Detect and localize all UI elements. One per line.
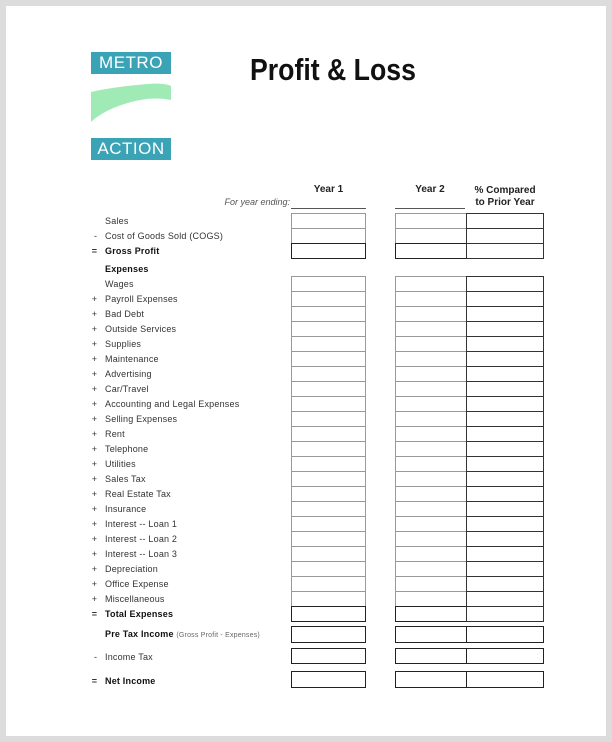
row-pct-cell[interactable] bbox=[466, 501, 544, 517]
row-label: Rent bbox=[105, 429, 125, 439]
row-label: Telephone bbox=[105, 444, 149, 454]
row-label: Selling Expenses bbox=[105, 414, 178, 424]
row-year2-cell[interactable] bbox=[395, 291, 467, 307]
row-label: Cost of Goods Sold (COGS) bbox=[105, 231, 224, 241]
column-header-pct-line1: % Compared bbox=[474, 185, 536, 196]
row-label: Sales Tax bbox=[105, 474, 146, 484]
row-sign: + bbox=[91, 549, 97, 559]
row-year1-cell[interactable] bbox=[291, 606, 366, 622]
row-year2-cell[interactable] bbox=[395, 531, 467, 547]
pre-tax-income-label bbox=[105, 629, 260, 639]
row-year2-cell[interactable] bbox=[395, 426, 467, 442]
row-pct-cell[interactable] bbox=[466, 396, 544, 412]
column-header-pct-line2: to Prior Year bbox=[475, 197, 535, 208]
row-year2-cell[interactable] bbox=[395, 576, 467, 592]
row-pct-cell[interactable] bbox=[466, 426, 544, 442]
row-label: Wages bbox=[105, 279, 134, 289]
row-year1-cell[interactable] bbox=[291, 306, 366, 322]
row-pct-cell[interactable] bbox=[466, 381, 544, 397]
row-label: Real Estate Tax bbox=[105, 489, 171, 499]
row-sign: + bbox=[91, 294, 97, 304]
row-year2-cell[interactable] bbox=[395, 396, 467, 412]
row-pct-cell[interactable] bbox=[466, 411, 544, 427]
row-year2-cell[interactable] bbox=[395, 561, 467, 577]
row-pct-cell[interactable] bbox=[466, 606, 544, 622]
expenses-heading: Expenses bbox=[105, 264, 149, 274]
row-sign: + bbox=[91, 339, 97, 349]
row-sign: + bbox=[91, 429, 97, 439]
row-year2-cell[interactable] bbox=[395, 213, 467, 229]
row-label: Bad Debt bbox=[105, 309, 145, 319]
row-sign: = bbox=[91, 609, 97, 619]
row-label: Accounting and Legal Expenses bbox=[105, 399, 240, 409]
net-income-year1-cell[interactable] bbox=[291, 671, 366, 688]
row-sign: + bbox=[91, 579, 97, 589]
row-sign: + bbox=[91, 444, 97, 454]
row-label: Maintenance bbox=[105, 354, 159, 364]
row-pct-cell[interactable] bbox=[466, 366, 544, 382]
row-label: Outside Services bbox=[105, 324, 177, 334]
row-sign: + bbox=[91, 474, 97, 484]
row-year1-cell[interactable] bbox=[291, 486, 366, 502]
row-pct-cell[interactable] bbox=[466, 486, 544, 502]
row-year2-cell[interactable] bbox=[395, 321, 467, 337]
row-year2-cell[interactable] bbox=[395, 336, 467, 352]
row-sign: + bbox=[91, 369, 97, 379]
row-year1-cell[interactable] bbox=[291, 213, 366, 229]
pre-tax-income-note: (Gross Profit - Expenses) bbox=[176, 632, 260, 639]
row-label: Total Expenses bbox=[105, 609, 174, 619]
row-year2-cell[interactable] bbox=[395, 471, 467, 487]
row-pct-cell[interactable] bbox=[466, 336, 544, 352]
row-year2-cell[interactable] bbox=[395, 228, 467, 244]
logo-action: ACTION bbox=[91, 138, 171, 160]
net-income-pct-cell[interactable] bbox=[466, 671, 544, 688]
row-year2-cell[interactable] bbox=[395, 501, 467, 517]
year2-date-line[interactable] bbox=[395, 208, 465, 209]
row-year1-cell[interactable] bbox=[291, 561, 366, 577]
row-pct-cell[interactable] bbox=[466, 441, 544, 457]
row-year1-cell[interactable] bbox=[291, 291, 366, 307]
row-year1-cell[interactable] bbox=[291, 276, 366, 292]
income-tax-year2-cell[interactable] bbox=[395, 648, 467, 664]
row-year2-cell[interactable] bbox=[395, 366, 467, 382]
row-pct-cell[interactable] bbox=[466, 306, 544, 322]
row-sign: = bbox=[91, 246, 97, 256]
row-year1-cell[interactable] bbox=[291, 321, 366, 337]
row-sign: + bbox=[91, 534, 97, 544]
row-year2-cell[interactable] bbox=[395, 591, 467, 607]
pre-tax-income-text: Pre Tax Income bbox=[105, 629, 174, 639]
row-label: Interest -- Loan 2 bbox=[105, 534, 178, 544]
row-label: Interest -- Loan 1 bbox=[105, 519, 178, 529]
row-year1-cell[interactable] bbox=[291, 381, 366, 397]
row-year2-cell[interactable] bbox=[395, 546, 467, 562]
row-year1-cell[interactable] bbox=[291, 471, 366, 487]
row-label: Gross Profit bbox=[105, 246, 160, 256]
row-sign: + bbox=[91, 504, 97, 514]
row-year2-cell[interactable] bbox=[395, 276, 467, 292]
row-label: Interest -- Loan 3 bbox=[105, 549, 178, 559]
row-pct-cell[interactable] bbox=[466, 243, 544, 259]
row-year2-cell[interactable] bbox=[395, 351, 467, 367]
row-label: Miscellaneous bbox=[105, 594, 165, 604]
row-label: Payroll Expenses bbox=[105, 294, 178, 304]
row-year2-cell[interactable] bbox=[395, 306, 467, 322]
row-label: Car/Travel bbox=[105, 384, 149, 394]
row-year2-cell[interactable] bbox=[395, 516, 467, 532]
logo-metro: METRO bbox=[91, 52, 171, 74]
row-sign: + bbox=[91, 489, 97, 499]
row-pct-cell[interactable] bbox=[466, 546, 544, 562]
pre-tax-pct-cell[interactable] bbox=[466, 626, 544, 643]
row-sign: + bbox=[91, 594, 97, 604]
row-year1-cell[interactable] bbox=[291, 531, 366, 547]
income-tax-pct-cell[interactable] bbox=[466, 648, 544, 664]
row-sign: - bbox=[94, 231, 97, 241]
row-year2-cell[interactable] bbox=[395, 411, 467, 427]
row-year2-cell[interactable] bbox=[395, 456, 467, 472]
row-year1-cell[interactable] bbox=[291, 426, 366, 442]
row-sign: + bbox=[91, 399, 97, 409]
row-pct-cell[interactable] bbox=[466, 471, 544, 487]
row-sign: + bbox=[91, 414, 97, 424]
row-year1-cell[interactable] bbox=[291, 243, 366, 259]
row-year2-cell[interactable] bbox=[395, 243, 467, 259]
pre-tax-year2-cell[interactable] bbox=[395, 626, 467, 643]
row-pct-cell[interactable] bbox=[466, 321, 544, 337]
row-pct-cell[interactable] bbox=[466, 531, 544, 547]
row-pct-cell[interactable] bbox=[466, 351, 544, 367]
row-label: Depreciation bbox=[105, 564, 158, 574]
net-income-sign: = bbox=[91, 676, 97, 686]
row-year2-cell[interactable] bbox=[395, 606, 467, 622]
row-sign: + bbox=[91, 354, 97, 364]
row-year1-cell[interactable] bbox=[291, 228, 366, 244]
row-year1-cell[interactable] bbox=[291, 396, 366, 412]
row-pct-cell[interactable] bbox=[466, 276, 544, 292]
income-tax-label: Income Tax bbox=[105, 652, 153, 662]
row-year1-cell[interactable] bbox=[291, 576, 366, 592]
for-year-ending-label: For year ending: bbox=[224, 197, 290, 207]
income-tax-year1-cell[interactable] bbox=[291, 648, 366, 664]
row-pct-cell[interactable] bbox=[466, 591, 544, 607]
row-sign: + bbox=[91, 519, 97, 529]
logo-swoosh-icon bbox=[91, 78, 171, 134]
row-sign: + bbox=[91, 384, 97, 394]
row-year1-cell[interactable] bbox=[291, 456, 366, 472]
column-header-year1: Year 1 bbox=[313, 184, 344, 195]
row-year1-cell[interactable] bbox=[291, 501, 366, 517]
row-pct-cell[interactable] bbox=[466, 456, 544, 472]
pre-tax-year1-cell[interactable] bbox=[291, 626, 366, 643]
row-sign: + bbox=[91, 309, 97, 319]
row-year1-cell[interactable] bbox=[291, 591, 366, 607]
row-year1-cell[interactable] bbox=[291, 366, 366, 382]
row-pct-cell[interactable] bbox=[466, 291, 544, 307]
row-year2-cell[interactable] bbox=[395, 486, 467, 502]
row-label: Insurance bbox=[105, 504, 147, 514]
row-pct-cell[interactable] bbox=[466, 516, 544, 532]
row-pct-cell[interactable] bbox=[466, 561, 544, 577]
page-title: Profit & Loss bbox=[250, 52, 416, 87]
row-label: Supplies bbox=[105, 339, 142, 349]
row-label: Utilities bbox=[105, 459, 136, 469]
row-year1-cell[interactable] bbox=[291, 351, 366, 367]
row-sign: + bbox=[91, 459, 97, 469]
column-header-year2: Year 2 bbox=[415, 184, 445, 195]
income-tax-sign: - bbox=[94, 652, 97, 662]
row-pct-cell[interactable] bbox=[466, 576, 544, 592]
row-label: Advertising bbox=[105, 369, 152, 379]
row-label: Sales bbox=[105, 216, 129, 226]
row-year1-cell[interactable] bbox=[291, 441, 366, 457]
row-pct-cell[interactable] bbox=[466, 213, 544, 229]
row-year1-cell[interactable] bbox=[291, 411, 366, 427]
row-label: Office Expense bbox=[105, 579, 169, 589]
row-year1-cell[interactable] bbox=[291, 546, 366, 562]
row-year2-cell[interactable] bbox=[395, 381, 467, 397]
net-income-label: Net Income bbox=[105, 676, 156, 686]
row-year1-cell[interactable] bbox=[291, 336, 366, 352]
year1-date-line[interactable] bbox=[291, 208, 366, 209]
row-year2-cell[interactable] bbox=[395, 441, 467, 457]
row-pct-cell[interactable] bbox=[466, 228, 544, 244]
row-sign: + bbox=[91, 564, 97, 574]
row-sign: + bbox=[91, 324, 97, 334]
net-income-year2-cell[interactable] bbox=[395, 671, 467, 688]
row-year1-cell[interactable] bbox=[291, 516, 366, 532]
